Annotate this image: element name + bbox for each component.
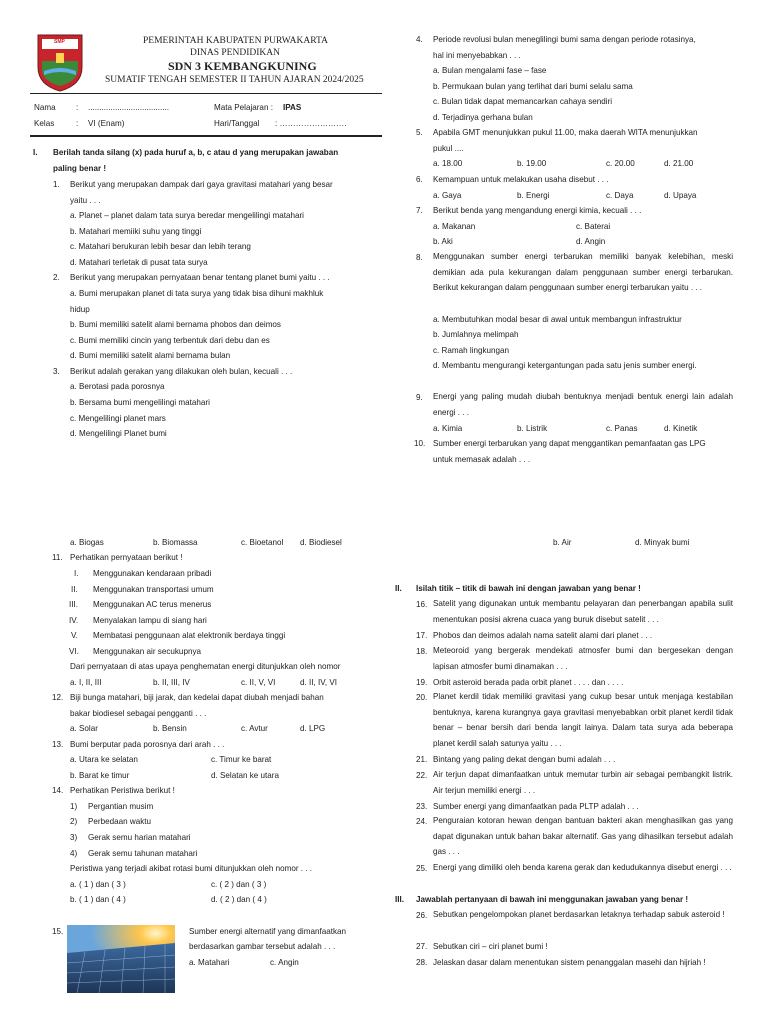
q11-roman-1: I. [74, 569, 79, 578]
q5-option-b[interactable]: b. 19.00 [517, 159, 547, 168]
q25-number: 25. [416, 864, 428, 873]
q10-text-cont: untuk memasak adalah . . . [433, 455, 531, 464]
q24-text: Penguraian kotoran hewan dengan bantuan bakteri akan menghasilkan gas yang dapat digunakan untuk bahan bakar alternatif. Gas yang dihasilkan tersebut adalah gas . . . [433, 816, 733, 856]
q10-number: 10. [414, 439, 426, 448]
q8-option-d[interactable]: d. Membantu mengurangi ketergantungan pada satu jenis sumber energi. [433, 361, 697, 370]
q6-option-d[interactable]: d. Upaya [664, 191, 697, 200]
q7-option-d[interactable]: d. Angin [576, 237, 606, 246]
q13-text: Bumi berputar pada porosnya dari arah . . . [70, 740, 225, 749]
header-divider [30, 93, 382, 94]
q13-option-d[interactable]: d. Selatan ke utara [211, 771, 279, 780]
q3-option-b[interactable]: b. Bersama bumi mengelilingi matahari [70, 398, 210, 407]
q13-number: 13. [52, 740, 64, 749]
q1-option-d[interactable]: d. Matahari terletak di pusat tata surya [70, 258, 208, 267]
q14-num-1: 1) [70, 802, 78, 811]
q11-item-4: Menyalakan lampu di siang hari [93, 616, 207, 625]
q20-number: 20. [416, 693, 428, 702]
mapel-label: Mata Pelajaran : [214, 103, 273, 112]
hari-field[interactable]: : ……………………. [275, 119, 347, 128]
q9-number: 9. [416, 393, 423, 402]
mapel-value: IPAS [283, 103, 302, 112]
q22-text: Air terjun dapat dimanfaatkan untuk memutar turbin air sebagai pembangkit listrik. Air terjun memiliki energi . . . [433, 770, 733, 795]
q14-number: 14. [52, 786, 64, 795]
q1-option-a[interactable]: a. Planet – planet dalam tata surya beredar mengelilingi matahari [70, 211, 304, 220]
q7-option-a[interactable]: a. Makanan [433, 222, 476, 231]
q26-text: Sebutkan pengelompokan planet berdasarkan letaknya terhadap sabuk asteroid ! [433, 910, 725, 919]
q21-number: 21. [416, 755, 428, 764]
q12-option-b[interactable]: b. Bensin [153, 724, 187, 733]
q9-option-a[interactable]: a. Kimia [433, 424, 463, 433]
q11-item-3: Menggunakan AC terus menerus [93, 600, 212, 609]
q16-text: Satelit yang digunakan untuk membantu pelayaran dan penerbangan apabila sulit menentukan posisi akrena cuaca yang buruk disebut satelit . . . [433, 599, 733, 624]
q11-option-a[interactable]: a. I, II, III [70, 678, 102, 687]
q2-number: 2. [53, 273, 60, 282]
q6-text: Kemampuan untuk melakukan usaha disebut . . . [433, 175, 609, 184]
q15-text-cont: berdasarkan gambar tersebut adalah . . . [189, 942, 336, 951]
q6-number: 6. [416, 175, 423, 184]
q14-num-2: 2) [70, 817, 78, 826]
q4-option-b[interactable]: b. Permukaan bulan yang terlihat dari bumi selalu sama [433, 82, 633, 91]
nama-label: Nama [34, 103, 56, 112]
q25-text: Energi yang dimiliki oleh benda karena gerak dan kedudukannya disebut energi . . . [433, 863, 732, 872]
q1-text: Berikut yang merupakan dampak dari gaya gravitasi matahari yang besar [70, 180, 333, 189]
hari-label: Hari/Tanggal [214, 119, 260, 128]
q4-number: 4. [416, 35, 423, 44]
q5-option-c[interactable]: c. 20.00 [606, 159, 635, 168]
solar-panel-image [67, 925, 175, 993]
q15-option-b[interactable]: b. Air [553, 538, 572, 547]
section-1-title: Berilah tanda silang (x) pada huruf a, b, c atau d yang merupakan jawaban [53, 148, 339, 157]
q14-num-4: 4) [70, 849, 78, 858]
q2-text: Berikut yang merupakan pernyataan benar tentang planet bumi yaitu . . . [70, 273, 330, 282]
q6-option-c[interactable]: c. Daya [606, 191, 634, 200]
q1-option-b[interactable]: b. Matahari memiiki suhu yang tinggi [70, 227, 202, 236]
q6-option-b[interactable]: b. Energi [517, 191, 550, 200]
q2-option-b[interactable]: b. Bumi memiliki satelit alami bernama phobos dan deimos [70, 320, 281, 329]
q8-option-b[interactable]: b. Jumlahnya melimpah [433, 330, 519, 339]
q16-number: 16. [416, 600, 428, 609]
q12-option-c[interactable]: c. Avtur [241, 724, 268, 733]
logo-text: SMP [54, 39, 65, 45]
q2-option-c[interactable]: c. Bumi memiliki cincin yang terbentuk dari debu dan es [70, 336, 270, 345]
q12-text: Biji bunga matahari, biji jarak, dan kedelai dapat diubah menjadi bahan [70, 693, 324, 702]
q11-item-2: Menggunakan transportasi umum [93, 585, 214, 594]
q15-option-a[interactable]: a. Matahari [189, 958, 230, 967]
q11-item-6: Menggunakan air secukupnya [93, 647, 201, 656]
q15-option-d[interactable]: d. Minyak bumi [635, 538, 690, 547]
q1-number: 1. [53, 180, 60, 189]
q4-option-d[interactable]: d. Terjadinya gerhana bulan [433, 113, 533, 122]
q12-option-d[interactable]: d. LPG [300, 724, 326, 733]
q17-text: Phobos dan deimos adalah nama satelit alami dari planet . . . [433, 631, 653, 640]
q4-option-a[interactable]: a. Bulan mengalami fase – fase [433, 66, 547, 75]
q7-text: Berikut benda yang mengandung energi kimia, kecuali . . . [433, 206, 642, 215]
q14-item-2: Perbedaan waktu [88, 817, 151, 826]
q14-num-3: 3) [70, 833, 78, 842]
q10-text: Sumber energi terbarukan yang dapat menggantikan pemanfaatan gas LPG [433, 439, 706, 448]
header-school-name: SDN 3 KEMBANGKUNING [168, 59, 317, 73]
q10-option-a[interactable]: a. Biogas [70, 538, 104, 547]
q7-option-c[interactable]: c. Baterai [576, 222, 611, 231]
q2-option-a-cont: hidup [70, 305, 90, 314]
q11-option-c[interactable]: c. II, V, VI [241, 678, 276, 687]
q11-question: Dari pernyataan di atas upaya penghematan energi ditunjukkan oleh nomor [70, 662, 341, 671]
q10-option-c[interactable]: c. Bioetanol [241, 538, 284, 547]
q14-item-1: Pergantian musim [88, 802, 154, 811]
q27-text: Sebutkan ciri – ciri planet bumi ! [433, 942, 548, 951]
q12-option-a[interactable]: a. Solar [70, 724, 98, 733]
q5-text-cont: pukul .... [433, 144, 464, 153]
q11-roman-4: IV. [69, 616, 79, 625]
q11-option-b[interactable]: b. II, III, IV [153, 678, 190, 687]
q24-number: 24. [416, 817, 428, 826]
q3-option-d[interactable]: d. Mengelilingi Planet bumi [70, 429, 167, 438]
q19-text: Orbit asteroid berada pada orbit planet . . . . dan . . . . [433, 678, 624, 687]
q6-option-a[interactable]: a. Gaya [433, 191, 462, 200]
q3-option-a[interactable]: a. Berotasi pada porosnya [70, 382, 165, 391]
q28-number: 28. [416, 958, 428, 967]
q4-option-c[interactable]: c. Bulan tidak dapat memancarkan cahaya sendiri [433, 97, 613, 106]
q8-option-a[interactable]: a. Membutuhkan modal besar di awal untuk membangun infrastruktur [433, 315, 682, 324]
section-2-title: Isilah titik – titik di bawah ini dengan jawaban yang benar ! [416, 584, 641, 593]
q21-text: Bintang yang paling dekat dengan bumi adalah . . . [433, 755, 616, 764]
q2-option-d[interactable]: d. Bumi memiliki satelit alami bernama bulan [70, 351, 231, 360]
q18-text: Meteoroid yang bergerak mendekati atmosfer bumi dan bergesekan dengan lapisan atmosfer bumi dinamakan . . . [433, 646, 733, 671]
header-line-2: DINAS PENDIDIKAN [190, 48, 280, 58]
q3-text: Berikut adalah gerakan yang dilakukan oleh bulan, kecuali . . . [70, 367, 293, 376]
q14-option-c[interactable]: c. ( 2 ) dan ( 3 ) [211, 880, 267, 889]
q15-number: 15. [52, 927, 64, 936]
q20-text: Planet kerdil tidak memiliki gravitasi yang cukup besar untuk menjaga kestabilan bentuknya, karena kurangnya gaya gravitasi menyebabkan orbit planet kerdil tidak benar – benar bersih dari benda langit lainya. Dalam tata surya ada beberapa planet kerdil salah satunya yaitu . . . [433, 692, 733, 748]
section-2-number: II. [395, 584, 402, 593]
q5-text: Apabila GMT menunjukkan pukul 11.00, maka daerah WITA menunjukkan [433, 128, 698, 137]
section-3-number: III. [395, 895, 404, 904]
q11-option-d[interactable]: d. II, IV, VI [300, 678, 338, 687]
q23-number: 23. [416, 802, 428, 811]
q14-text: Perhatikan Peristiwa berikut ! [70, 786, 175, 795]
header-exam-title: SUMATIF TENGAH SEMESTER II TAHUN AJARAN 2024/2025 [105, 75, 364, 85]
q11-roman-3: III. [69, 600, 78, 609]
q14-option-a[interactable]: a. ( 1 ) dan ( 3 ) [70, 880, 126, 889]
q1-text-cont: yaitu . . . [70, 196, 101, 205]
identity-divider [30, 135, 382, 137]
q5-option-a[interactable]: a. 18.00 [433, 159, 463, 168]
q8-option-c[interactable]: c. Ramah lingkungan [433, 346, 510, 355]
q14-option-d[interactable]: d. ( 2 ) dan ( 4 ) [211, 895, 267, 904]
q17-number: 17. [416, 631, 428, 640]
q7-option-b[interactable]: b. Aki [433, 237, 453, 246]
q14-option-b[interactable]: b. ( 1 ) dan ( 4 ) [70, 895, 126, 904]
q11-number: 11. [52, 553, 63, 562]
q15-option-c[interactable]: c. Angin [270, 958, 299, 967]
q3-number: 3. [53, 367, 60, 376]
q12-number: 12. [52, 693, 64, 702]
q19-number: 19. [416, 678, 428, 687]
q9-option-b[interactable]: b. Listrik [517, 424, 548, 433]
q5-option-d[interactable]: d. 21.00 [664, 159, 694, 168]
q14-item-4: Gerak semu tahunan matahari [88, 849, 198, 858]
q27-number: 27. [416, 942, 428, 951]
q28-text: Jelaskan dasar dalam menentukan sistem penanggalan masehi dan hijriah ! [433, 958, 706, 967]
q4-text: Periode revolusi bulan meneglilingi bumi sama dengan periode rotasinya, [433, 35, 696, 44]
q4-text-cont: hal ini menyebabkan . . . [433, 51, 521, 60]
section-3-title: Jawablah pertanyaan di bawah ini menggunakan jawaban yang benar ! [416, 895, 689, 904]
q18-number: 18. [416, 647, 428, 656]
q14-item-3: Gerak semu harian matahari [88, 833, 191, 842]
q13-option-c[interactable]: c. Timur ke barat [211, 755, 272, 764]
kelas-sep: : [76, 119, 79, 128]
q2-option-a[interactable]: a. Bumi merupakan planet di tata surya yang tidak bisa dihuni makhluk [70, 289, 324, 298]
q8-text: Menggunakan sumber energi terbarukan memiliki banyak kelebihan, meski demikian ada pula kekurangan dalam penggunaan sumber energi terbarukan. Berikut kekurangan dalam penggunaan sumber energi terbarukan yaitu . . . [433, 252, 733, 292]
q1-option-c[interactable]: c. Matahari berukuran lebih besar dan lebih terang [70, 242, 251, 251]
section-1-number: I. [33, 148, 38, 157]
q8-number: 8. [416, 253, 423, 262]
q26-number: 26. [416, 911, 428, 920]
q9-option-c[interactable]: c. Panas [606, 424, 638, 433]
q11-item-5: Membatasi penggunaan alat elektronik berdaya tinggi [93, 631, 286, 640]
q5-number: 5. [416, 128, 423, 137]
header-line-1: PEMERINTAH KABUPATEN PURWAKARTA [143, 36, 328, 46]
q7-number: 7. [416, 206, 423, 215]
q14-question: Peristiwa yang terjadi akibat rotasi bumi ditunjukkan oleh nomor . . . [70, 864, 313, 873]
q13-option-a[interactable]: a. Utara ke selatan [70, 755, 138, 764]
q15-text: Sumber energi alternatif yang dimanfaatkan [189, 927, 347, 936]
q11-item-1: Menggunakan kendaraan pribadi [93, 569, 212, 578]
nama-sep: : [76, 103, 79, 112]
q23-text: Sumber energi yang dimanfaatkan pada PLTP adalah . . . [433, 802, 639, 811]
q11-roman-6: VI. [69, 647, 79, 656]
q12-text-cont: bakar biodiesel sebagai pengganti . . . [70, 709, 207, 718]
q13-option-b[interactable]: b. Barat ke timur [70, 771, 130, 780]
kelas-label: Kelas [34, 119, 55, 128]
q11-roman-2: II. [71, 585, 78, 594]
q3-option-c[interactable]: c. Mengelilingi planet mars [70, 414, 166, 423]
q10-option-b[interactable]: b. Biomassa [153, 538, 198, 547]
q22-number: 22. [416, 771, 428, 780]
q10-option-d[interactable]: d. Biodiesel [300, 538, 342, 547]
q9-option-d[interactable]: d. Kinetik [664, 424, 698, 433]
kelas-value: VI (Enam) [88, 119, 125, 128]
q11-roman-5: V. [71, 631, 78, 640]
section-1-title-cont: paling benar ! [53, 164, 107, 173]
q9-text: Energi yang paling mudah diubah bentuknya menjadi bentuk energi lain adalah energi . . . [433, 392, 733, 417]
q11-text: Perhatikan pernyataan berikut ! [70, 553, 183, 562]
nama-field[interactable]: .................................... [88, 103, 169, 112]
